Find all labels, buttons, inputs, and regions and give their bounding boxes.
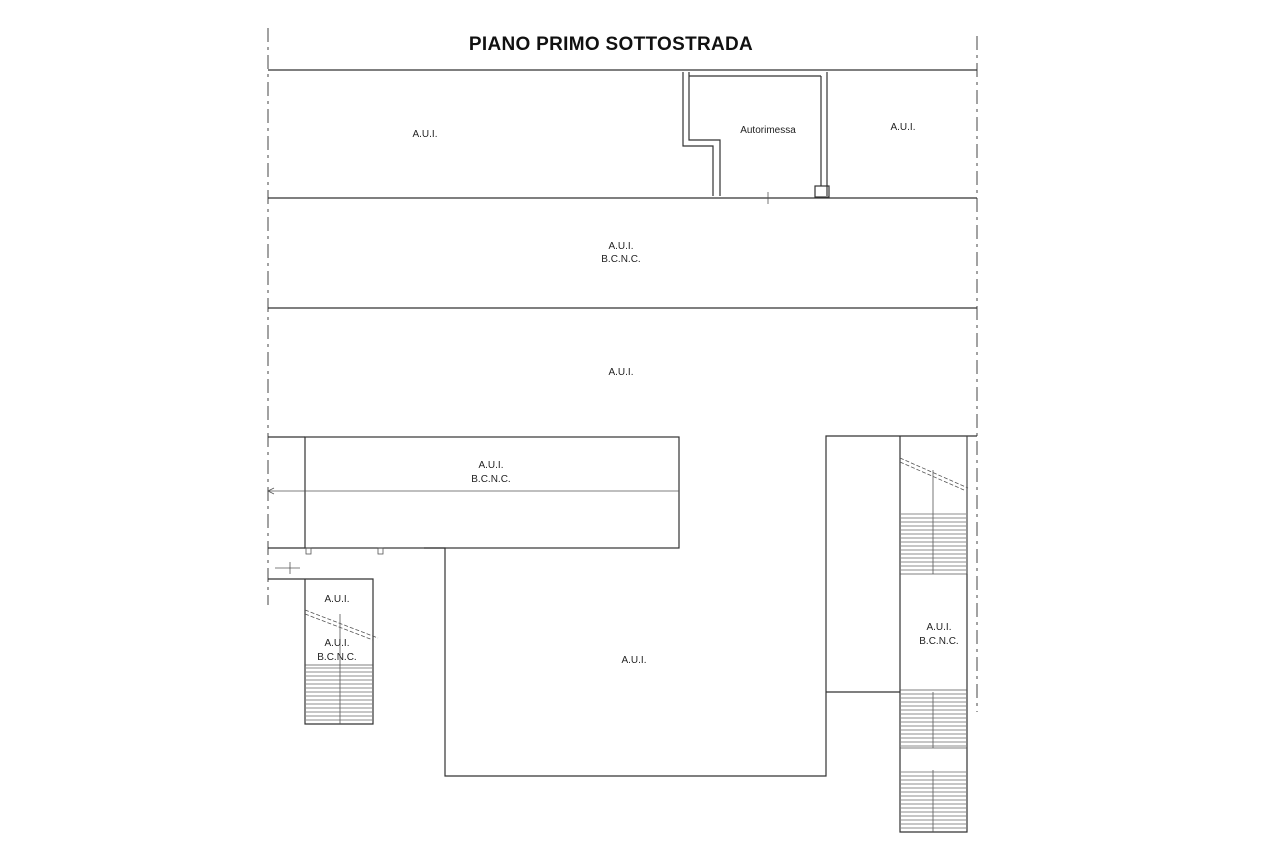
label-aui-top-right: A.U.I. [890,122,916,133]
corridor-block [268,437,679,574]
label-corridor-1-bcnc: B.C.N.C. [601,254,641,265]
left-stair-steps [306,668,372,720]
label-left-stair-top: A.U.I. [324,594,350,605]
label-left-stair-aui: A.U.I. [324,638,350,649]
label-aui-middle: A.U.I. [608,367,634,378]
label-left-stair-bcnc: B.C.N.C. [317,652,357,663]
bottom-room [424,436,977,776]
right-stair-steps [901,514,966,828]
label-right-stair-aui: A.U.I. [926,622,952,633]
label-aui-top-left: A.U.I. [412,129,438,140]
label-corridor-1-aui: A.U.I. [608,241,634,252]
right-stair-room [900,436,968,832]
autorimessa-walls [683,72,829,204]
label-corridor-2-bcnc: B.C.N.C. [471,474,511,485]
label-right-stair-bcnc: B.C.N.C. [919,636,959,647]
label-autorimessa: Autorimessa [740,125,796,136]
label-aui-bottom: A.U.I. [621,655,647,666]
plan-title: PIANO PRIMO SOTTOSTRADA [468,34,754,55]
label-corridor-2-aui: A.U.I. [478,460,504,471]
